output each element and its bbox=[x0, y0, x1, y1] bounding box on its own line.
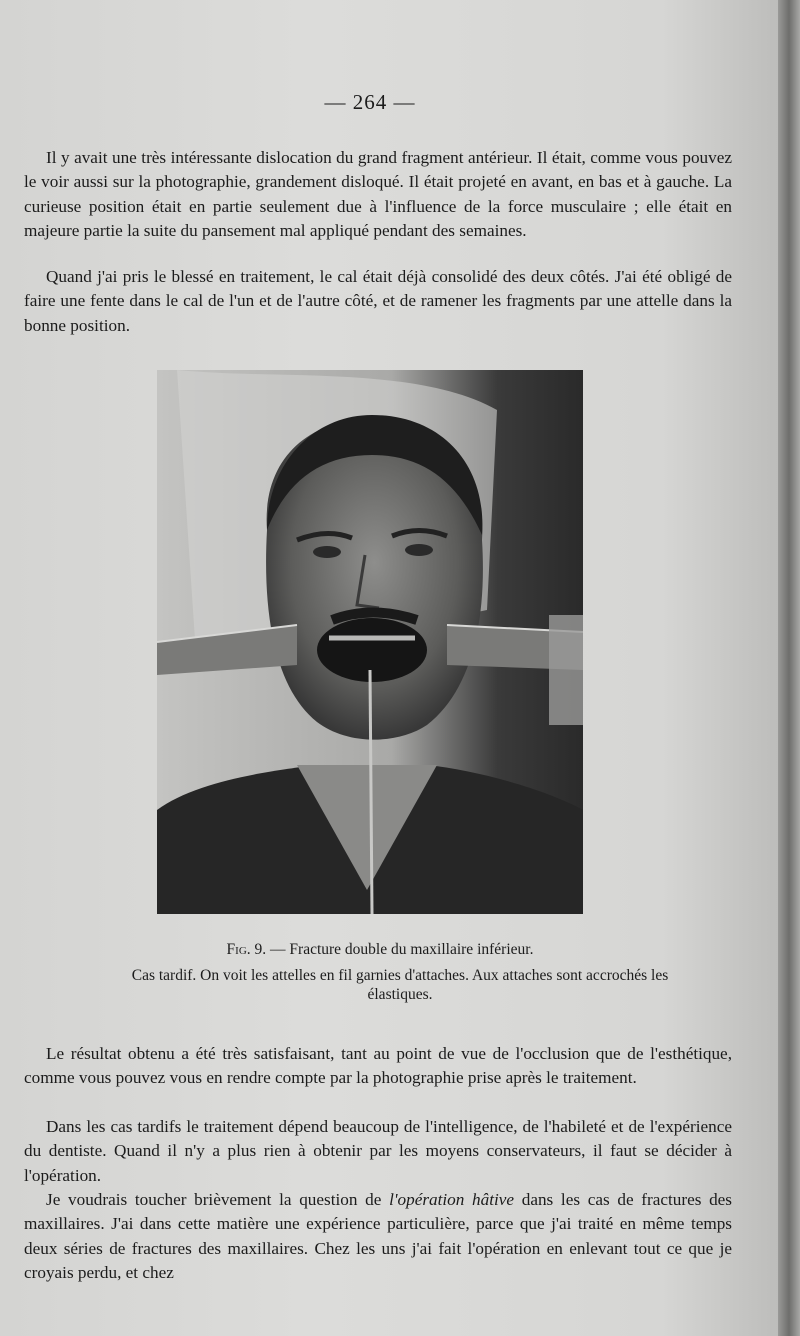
figure-caption bbox=[30, 940, 730, 959]
figure-legend: Cas tardif. On voit les attelles en fil garnies d'attaches. Aux attaches sont accrochés les élastiques. bbox=[131, 967, 669, 1003]
figure-label: Fig. 9. bbox=[226, 941, 267, 958]
page-number: — 264 — bbox=[324, 90, 416, 114]
page-edge bbox=[778, 0, 800, 1336]
italic-term: l'opération hâtive bbox=[389, 1190, 515, 1209]
figure-photograph bbox=[157, 370, 583, 914]
paragraph-operation-hative: Je voudrais toucher brièvement la question de l'opération hâtive dans les cas de fractures des maxillaires. J'ai dans cette matière une expérience particulière, parce que j'ai traité en même temps deux séries de fractures des maxillaires. Chez les uns j'ai fait l'opération en enlevant tout ce que je croyais perdu, et chez bbox=[24, 1190, 732, 1282]
paragraph-resultat: Le résultat obtenu a été très satisfaisant, tant au point de vue de l'occlusion que de l'esthétique, comme vous pouvez vous en rendre compte par la photographie prise après le traitement. bbox=[24, 1044, 732, 1088]
paragraph-cas-tardifs: Dans les cas tardifs le traitement dépend beaucoup de l'intelligence, de l'habileté et de l'expérience du dentiste. Quand il n'y a plus rien à obtenir par les moyens conservateurs, il faut se décider à l'opération. bbox=[24, 1117, 732, 1185]
paragraph-traitement: Quand j'ai pris le blessé en traitement, le cal était déjà consolidé des deux côtés. J'ai été obligé de faire une fente dans le cal de l'un et de l'autre côté, et de ramener les fragments par une attelle dans la bonne position. bbox=[24, 267, 732, 335]
patient-photo-illustration bbox=[157, 370, 583, 914]
paragraph-dislocation: Il y avait une très intéressante dislocation du grand fragment antérieur. Il était, comme vous pouvez le voir aussi sur la photographie, grandement disloqué. Il était projeté en avant, en bas et à gauche. La curieuse position était en partie seulement due à l'influence de la force musculaire ; elle était en majeure partie la suite du pansement mal appliqué pendant des semaines. bbox=[24, 148, 732, 240]
figure-title: — Fracture double du maxillaire inférieur. bbox=[266, 941, 534, 958]
